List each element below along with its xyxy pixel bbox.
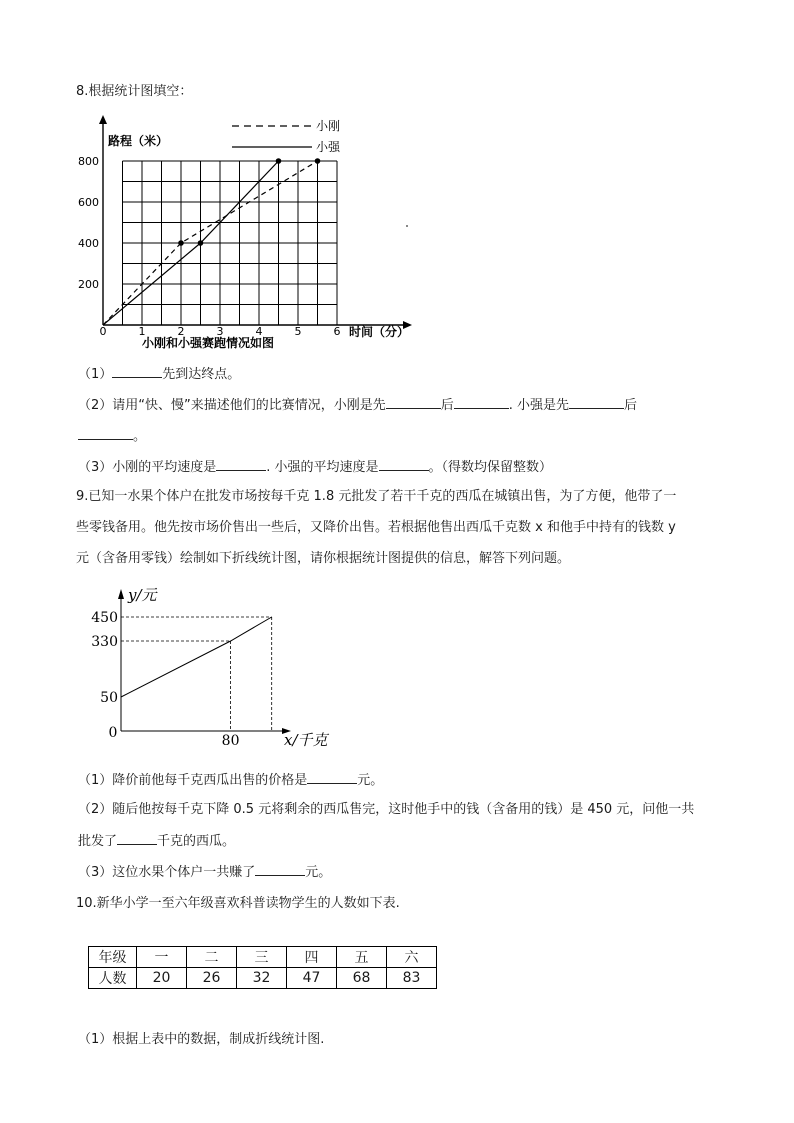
x-tick-label: 3	[216, 325, 224, 338]
legend-xiaogang: 小刚	[316, 119, 341, 133]
table-cell: 68	[337, 968, 387, 989]
table-row	[89, 968, 437, 989]
q8-title: 8.根据统计图填空：	[76, 84, 193, 99]
table-header-cell: 年级	[89, 947, 137, 968]
series-line	[121, 617, 272, 697]
answer-blank[interactable]	[112, 364, 162, 378]
table-cell: 83	[387, 968, 437, 989]
answer-blank[interactable]	[307, 770, 357, 784]
q8-sub2-cont: 。	[78, 426, 146, 446]
x-tick-label: 6	[333, 325, 341, 338]
q8-sub3: （3）小刚的平均速度是 . 小强的平均速度是 。（得数均保留整数）	[78, 457, 552, 477]
table-cell: 32	[237, 968, 287, 989]
y-axis-label: 路程（米）	[108, 134, 169, 148]
q8-sub2: （2）请用“快、慢”来描述他们的比赛情况，小刚是先 后 . 小强是先 后	[78, 395, 637, 415]
answer-blank[interactable]	[569, 395, 624, 409]
q9-sub3: （3）这位水果个体户一共赚了 元。	[78, 862, 331, 882]
race-chart	[70, 115, 430, 355]
table-row	[89, 947, 437, 968]
x-tick-label: 80	[221, 733, 240, 749]
y-tick-label: 50	[100, 690, 118, 706]
table-cell: 20	[137, 968, 187, 989]
answer-blank[interactable]	[255, 862, 305, 876]
y-tick-label: 200	[78, 278, 99, 291]
y-tick-label: 800	[78, 155, 99, 168]
data-point	[276, 158, 282, 164]
x-tick-label: 5	[294, 325, 302, 338]
x-tick-label: 0	[108, 725, 118, 741]
q10-sub1: （1）根据上表中的数据，制成折线统计图.	[78, 1032, 325, 1047]
q9-sub1: （1）降价前他每千克西瓜出售的价格是 元。	[78, 770, 383, 790]
answer-blank[interactable]	[117, 831, 157, 845]
legend-xiaoqiang: 小强	[316, 140, 341, 154]
y-tick-label: 450	[91, 610, 118, 626]
y-tick-label: 400	[78, 237, 99, 250]
table-cell: 26	[187, 968, 237, 989]
x-axis-label: x/千克	[284, 731, 328, 749]
q8-sub1: （1） 先到达终点。	[78, 364, 240, 384]
x-tick-label: 1	[138, 325, 146, 338]
table-cell: 三	[237, 947, 287, 968]
table-header-cell: 人数	[89, 968, 137, 989]
data-point	[178, 240, 184, 246]
x-tick-label: 0	[99, 325, 107, 338]
x-tick-label: 2	[177, 325, 185, 338]
q9-line2: 些零钱备用。他先按市场价售出一些后，又降价出售。若根据他售出西瓜千克数 x 和他手中持有的钱数 y	[76, 520, 676, 535]
answer-blank[interactable]	[379, 457, 429, 471]
table-cell: 47	[287, 968, 337, 989]
grade-table	[88, 946, 437, 989]
answer-blank[interactable]	[78, 426, 133, 440]
q9-sub2-cont: 批发了 千克的西瓜。	[78, 831, 235, 851]
y-tick-label: 330	[91, 634, 118, 650]
x-axis-label: 时间（分）	[349, 325, 410, 339]
table-cell: 二	[187, 947, 237, 968]
q9-line3: 元（含备用零钱）绘制如下折线统计图，请你根据统计图提供的信息，解答下列问题。	[76, 551, 571, 566]
q9-line1: 9.已知一水果个体户在批发市场按每千克 1.8 元批发了若干千克的西瓜在城镇出售，为了方便，他带了一	[76, 489, 677, 504]
data-point	[198, 240, 204, 246]
answer-blank[interactable]	[216, 457, 266, 471]
y-axis-arrow-icon	[118, 589, 124, 599]
stray-dot	[406, 225, 408, 227]
data-point	[315, 158, 321, 164]
x-tick-label: 4	[255, 325, 263, 338]
answer-blank[interactable]	[386, 395, 441, 409]
q10-title: 10.新华小学一至六年级喜欢科普读物学生的人数如下表.	[76, 896, 400, 911]
y-axis-label: y/元	[128, 586, 157, 604]
table-cell: 一	[137, 947, 187, 968]
y-axis-arrow-icon	[99, 115, 107, 124]
table-cell: 五	[337, 947, 387, 968]
chart-caption: 小刚和小强赛跑情况如图	[142, 336, 275, 350]
y-tick-label: 600	[78, 196, 99, 209]
table-cell: 四	[287, 947, 337, 968]
answer-blank[interactable]	[454, 395, 509, 409]
table-cell: 六	[387, 947, 437, 968]
sales-chart	[85, 583, 355, 753]
q9-sub2: （2）随后他按每千克下降 0.5 元将剩余的西瓜售完，这时他手中的钱（含备用的钱）是 450 元，问他一共	[78, 802, 695, 817]
